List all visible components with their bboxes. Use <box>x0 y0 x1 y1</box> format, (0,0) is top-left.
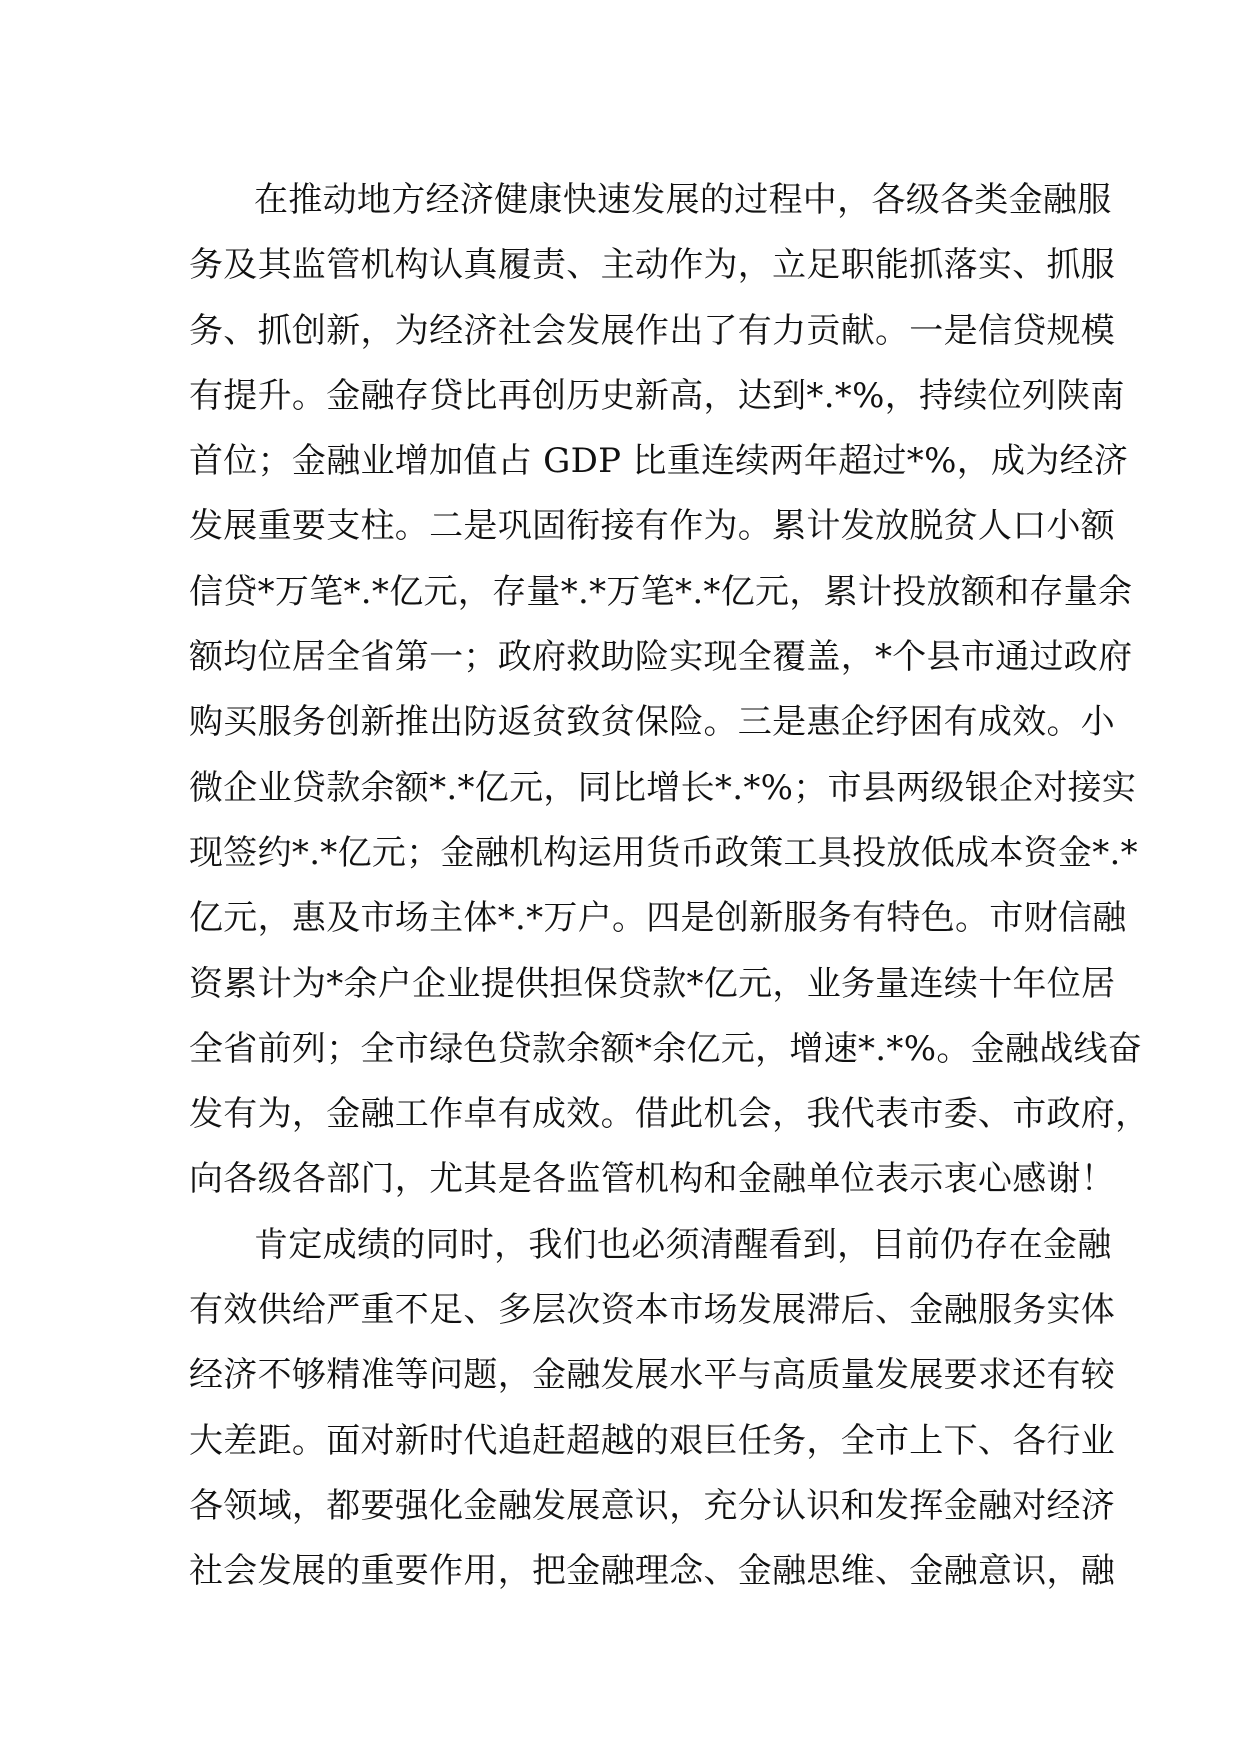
text-line: 肯定成绩的同时，我们也必须清醒看到，目前仍存在金融 <box>254 1224 1112 1265</box>
text-line: 大差距。面对新时代追赶超越的艰巨任务，全市上下、各行业 <box>189 1420 1116 1461</box>
text-line: 务及其监管机构认真履责、主动作为，立足职能抓落实、抓服 <box>189 245 1116 286</box>
text-line: 全省前列；全市绿色贷款余额*余亿元，增速*.*%。金融战线奋 <box>189 1028 1143 1069</box>
text-line: 发有为，金融工作卓有成效。借此机会，我代表市委、市政府， <box>189 1094 1150 1135</box>
text-line: 各领域，都要强化金融发展意识，充分认识和发挥金融对经济 <box>189 1485 1116 1526</box>
text-line: 现签约*.*亿元；金融机构运用货币政策工具投放低成本资金*.* <box>189 832 1138 873</box>
text-line: 信贷*万笔*.*亿元，存量*.*万笔*.*亿元，累计投放额和存量余 <box>189 571 1133 612</box>
paragraph-achievements <box>189 168 1150 1213</box>
text-line: 亿元，惠及市场主体*.*万户。四是创新服务有特色。市财信融 <box>189 898 1127 939</box>
text-line: 资累计为*余户企业提供担保贷款*亿元，业务量连续十年位居 <box>189 963 1116 1004</box>
text-line: 额均位居全省第一；政府救助险实现全覆盖，*个县市通过政府 <box>189 637 1133 678</box>
text-line: 发展重要支柱。二是巩固衔接有作为。累计发放脱贫人口小额 <box>189 506 1116 547</box>
text-line: 在推动地方经济健康快速发展的过程中，各级各类金融服 <box>254 180 1112 220</box>
text-line: 向各级各部门，尤其是各监管机构和金融单位表示衷心感谢！ <box>189 1159 1116 1200</box>
text-line: 微企业贷款余额*.*亿元，同比增长*.*%；市县两级银企对接实 <box>189 767 1137 808</box>
text-line: 务、抓创新，为经济社会发展作出了有力贡献。一是信贷规模 <box>189 310 1116 351</box>
text-line: 首位；金融业增加值占 GDP 比重连续两年超过*%，成为经济 <box>189 441 1129 482</box>
text-line: 购买服务创新推出防返贫致贫保险。三是惠企纾困有成效。小 <box>189 702 1116 743</box>
paragraph-challenges <box>189 1213 1116 1605</box>
text-line: 有提升。金融存贷比再创历史新高，达到*.*%，持续位列陕南 <box>189 375 1125 416</box>
text-line: 有效供给严重不足、多层次资本市场发展滞后、金融服务实体 <box>189 1290 1116 1331</box>
text-line: 经济不够精准等问题，金融发展水平与高质量发展要求还有较 <box>189 1355 1116 1396</box>
document-body <box>189 168 1150 1605</box>
text-line: 社会发展的重要作用，把金融理念、金融思维、金融意识，融 <box>189 1551 1116 1592</box>
